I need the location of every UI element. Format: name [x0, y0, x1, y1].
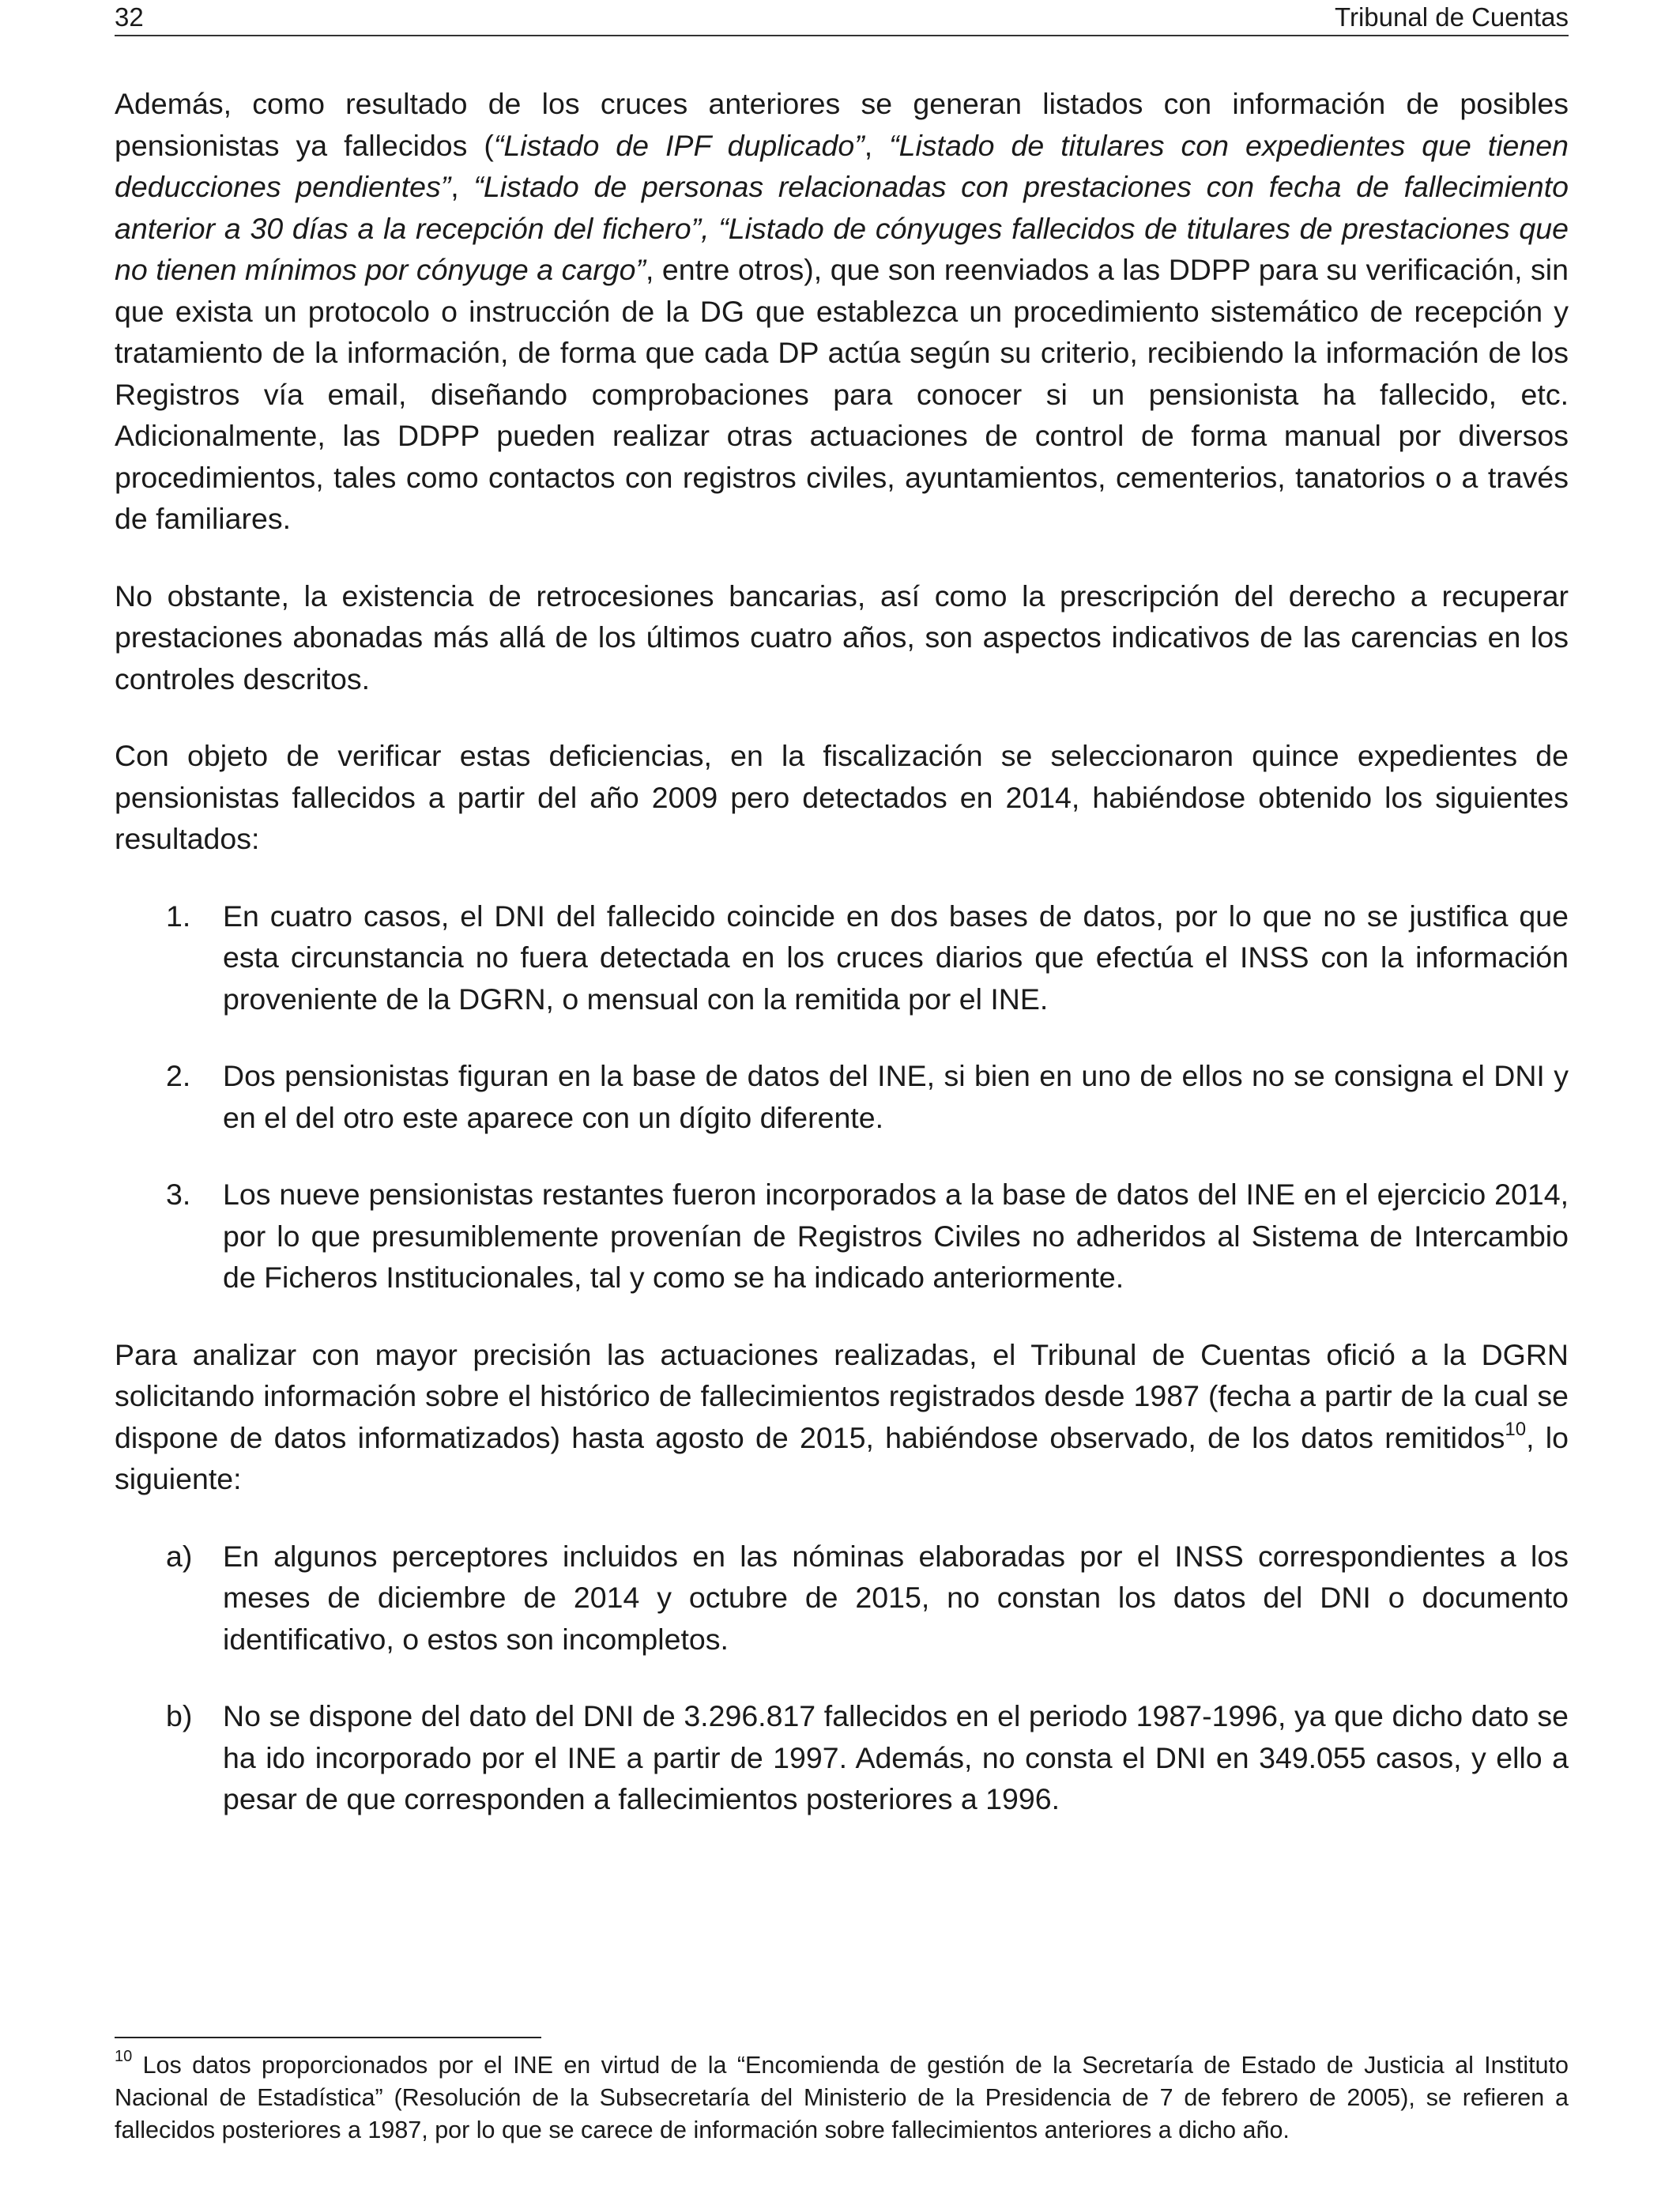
- text-run: ,: [450, 170, 474, 203]
- italic-run: “Listado de titulares con expedientes que tienen deducciones pendientes”: [115, 128, 1569, 203]
- list-marker: 1.: [166, 899, 191, 933]
- list-item-text: En cuatro casos, el DNI del fallecido coincide en dos bases de datos, por lo que no se justifica que esta circunstancia no fuera detectada en los cruces diarios que efectúa el INSS con la información proveniente de la DGRN, o mensual con la remitida por el INE.: [223, 899, 1569, 1016]
- list-marker: b): [166, 1699, 193, 1732]
- list-item-text: En algunos perceptores incluidos en las nóminas elaboradas por el INSS correspondientes a los meses de diciembre de 2014 y octubre de 2015, no constan los datos del DNI o documento identificativo, o estos son incompletos.: [223, 1539, 1569, 1656]
- italic-run: “Listado de personas relacionadas con prestaciones con fecha de fallecimiento anterior a 30 días a la recepción del fichero”, “Listado de cónyuges fallecidos de titulares de prestaciones que no tienen mínimos por cónyuge a cargo”: [115, 170, 1569, 286]
- text-run: , lo siguiente:: [115, 1420, 1569, 1495]
- list-item: [115, 1174, 1569, 1299]
- observations-list: [115, 1536, 1569, 1820]
- paragraph-dgrn: [115, 1334, 1569, 1500]
- list-item: [115, 895, 1569, 1020]
- list-item: [115, 1695, 1569, 1820]
- list-item: [115, 1536, 1569, 1661]
- list-item-text: No se dispone del dato del DNI de 3.296.817 fallecidos en el periodo 1987-1996, ya que dicho dato se ha ido incorporado por el INE a partir de 1997. Además, no consta el DNI en 349.055 casos, y ello a pesar de que corresponden a fallecimientos posteriores a 1996.: [223, 1699, 1569, 1815]
- list-marker: 3.: [166, 1178, 191, 1211]
- list-marker: a): [166, 1539, 193, 1573]
- header-title: Tribunal de Cuentas: [1335, 2, 1569, 32]
- footnote-separator: [115, 2037, 541, 2038]
- list-item-text: Dos pensionistas figuran en la base de datos del INE, si bien en uno de ellos no se consigna el DNI y en el del otro este aparece con un dígito diferente.: [223, 1059, 1569, 1134]
- list-item: [115, 1055, 1569, 1138]
- text-run: , entre otros), que son reenviados a las DDPP para su verificación, sin que exista un protocolo o instrucción de la DG que establezca un procedimiento sistemático de recepción y tratamiento de la información, de forma que cada DP actúa según su criterio, recibiendo la información de los Registros vía email, diseñando comprobaciones para conocer si un pensionista ha fallecido, etc. Adicionalmente, las DDPP pueden realizar otras actuaciones de control de forma manual por diversos procedimientos, tales como contactos con registros civiles, ayuntamientos, cementerios, tanatorios o a través de familiares.: [115, 253, 1569, 535]
- text-run: Para analizar con mayor precisión las actuaciones realizadas, el Tribunal de Cuentas ofició a la DGRN solicitando información sobre el histórico de fallecimientos registrados desde 1987 (fecha a partir de la cual se dispone de datos informatizados) hasta agosto de 2015, habiéndose observado, de los datos remitidos: [115, 1337, 1569, 1454]
- footnote-number: 10: [115, 2047, 133, 2065]
- paragraph-retrocesiones: No obstante, la existencia de retrocesiones bancarias, así como la prescripción del derecho a recuperar prestaciones abonadas más allá de los últimos cuatro años, son aspectos indicativos de las carencias en los controles descritos.: [115, 579, 1569, 696]
- footnote-text: Los datos proporcionados por el INE en virtud de la “Encomienda de gestión de la Secretaría de Estado de Justicia al Instituto Nacional de Estadística” (Resolución de la Subsecretaría del Ministerio de la Presidencia de 7 de febrero de 2005), se refieren a fallecidos posteriores a 1987, por lo que se carece de información sobre fallecimientos anteriores a dicho año.: [115, 2052, 1569, 2143]
- footnote: [115, 2049, 1569, 2147]
- page-number: 32: [115, 2, 144, 32]
- list-marker: 2.: [166, 1059, 191, 1092]
- paragraph-listados: [115, 83, 1569, 540]
- body-text: [115, 83, 1569, 1820]
- results-list: [115, 895, 1569, 1299]
- text-run: ,: [864, 128, 890, 162]
- paragraph-verificacion: Con objeto de verificar estas deficiencias, en la fiscalización se seleccionaron quince expedientes de pensionistas fallecidos a partir del año 2009 pero detectados en 2014, habiéndose obtenido los siguientes resultados:: [115, 739, 1569, 855]
- footnote-ref[interactable]: 10: [1505, 1419, 1527, 1440]
- text-run: Además, como resultado de los cruces anteriores se generan listados con información de posibles pensionistas ya fallecidos (: [115, 87, 1569, 162]
- list-item-text: Los nueve pensionistas restantes fueron incorporados a la base de datos del INE en el ejercicio 2014, por lo que presumiblemente provenían de Registros Civiles no adheridos al Sistema de Intercambio de Ficheros Institucionales, tal y como se ha indicado anteriormente.: [223, 1178, 1569, 1294]
- italic-run: “Listado de IPF duplicado”: [493, 128, 864, 162]
- running-header: [115, 0, 1569, 36]
